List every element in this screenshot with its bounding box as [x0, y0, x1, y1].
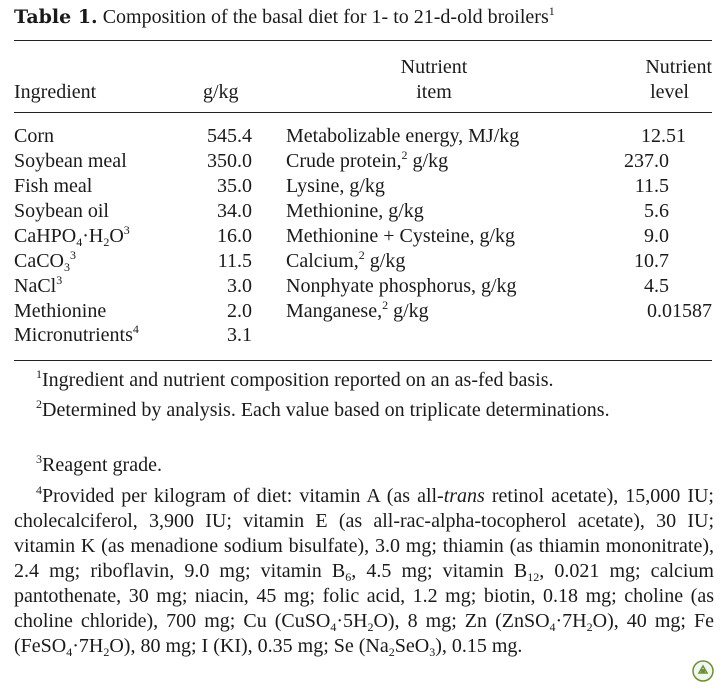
ingredient-name: CaCO$_3^3$ — [14, 248, 76, 274]
footnote-1: $^1$Ingredient and nutrient composition reported on an as-fed basis. — [36, 367, 554, 391]
nutrient-item: Metabolizable energy, MJ/kg — [286, 125, 520, 147]
nutrient-level: 12.51 — [641, 125, 686, 147]
nutrient-level: 5.6 — [644, 200, 669, 222]
nutrient-item: Nonphyate phosphorus, g/kg — [286, 275, 517, 297]
table-caption-ref: 1 — [548, 4, 555, 18]
nutrient-level: 237.0 — [624, 150, 669, 172]
nutrient-level: 9.0 — [644, 225, 669, 247]
ingredient-value: 350.0 — [207, 150, 252, 172]
footnote-2: $^2$Determined by analysis. Each value based on triplicate determinations. — [36, 397, 610, 421]
bottom-rule — [14, 360, 712, 361]
footnote-4: $^4$Provided per kilogram of diet: vitamin A (as all-trans retinol acetate), 15,000 IU; cholecalciferol, 3,900 IU; vitamin E (as all-rac-alpha-tocopherol acetate), 30 IU; vitamin K (as menadione sodium bisulfate), 3.0 mg; thiamin (as thiamin mononitrate), 2.4 mg; riboflavin, 9.0 mg; vitamin $B_6$, 4.5 mg; vitamin $B_{12}$, 0.021 mg; calcium pantothenate, 30 mg; niacin, 45 mg; folic acid, 1.2 mg; biotin, 0.18 mg; choline (as choline chloride), 700 mg; Cu $(CuSO_4\cdot 5H_2O)$, 8 mg; Zn $(ZnSO_4\cdot 7H_2O)$, 40 mg; Fe $(FeSO_4\cdot 7H_2O)$, 80 mg; I (KI), 0.35 mg; Se $(Na_2SeO_3)$, 0.15 mg. — [14, 483, 714, 659]
footnote-3: $^3$Reagent grade. — [36, 452, 162, 476]
nutrient-item: Crude protein,$^2$ g/kg — [286, 148, 449, 172]
ingredient-name: Soybean meal — [14, 150, 127, 172]
nutrient-level: 10.7 — [634, 250, 669, 272]
ingredient-value: 2.0 — [227, 300, 252, 322]
ingredient-value: 35.0 — [217, 175, 252, 197]
ingredient-name: Soybean oil — [14, 200, 109, 222]
nutrient-item: Methionine + Cysteine, g/kg — [286, 225, 516, 247]
header-nutrient-item-line1: Nutrient — [400, 56, 468, 78]
header-nutrient-item-line2: item — [416, 81, 452, 103]
nutrient-item: Calcium,$^2$ g/kg — [286, 248, 406, 272]
nutrient-level: 11.5 — [634, 175, 669, 197]
header-ingredient: Ingredient — [14, 81, 97, 103]
ingredient-name: Methionine — [14, 300, 107, 322]
recycle-badge-icon — [692, 660, 714, 682]
ingredient-value: 3.0 — [227, 275, 252, 297]
ingredient-name: Corn — [14, 125, 54, 147]
ingredient-value: 545.4 — [207, 125, 252, 147]
header-nutrient-level-line1: Nutrient — [645, 56, 712, 78]
table-title — [14, 4, 714, 30]
ingredient-name: Micronutrients$^4$ — [14, 322, 139, 346]
ingredient-name: Fish meal — [14, 175, 93, 197]
ingredient-value: 16.0 — [217, 225, 252, 247]
top-rule — [14, 40, 712, 41]
ingredient-name: $CaHPO_4\cdot H_2O^3$ — [14, 223, 130, 249]
ingredient-value: 3.1 — [227, 324, 252, 346]
table-label: Table 1. — [14, 6, 98, 28]
nutrient-level: 4.5 — [644, 275, 669, 297]
ingredient-name: NaCl$^3$ — [14, 273, 63, 297]
table-caption: Composition of the basal diet for 1- to 21-d-old broilers — [102, 6, 549, 28]
header-gkg: g/kg — [203, 81, 239, 103]
nutrient-item: Lysine, g/kg — [286, 175, 385, 197]
nutrient-item: Manganese,$^2$ g/kg — [286, 298, 429, 322]
nutrient-level: 0.01587 — [647, 300, 712, 322]
ingredient-value: 34.0 — [217, 200, 252, 222]
header-nutrient-level-line2: level — [650, 81, 689, 103]
header-rule — [14, 112, 712, 113]
nutrient-item: Methionine, g/kg — [286, 200, 424, 222]
ingredient-value: 11.5 — [217, 250, 252, 272]
